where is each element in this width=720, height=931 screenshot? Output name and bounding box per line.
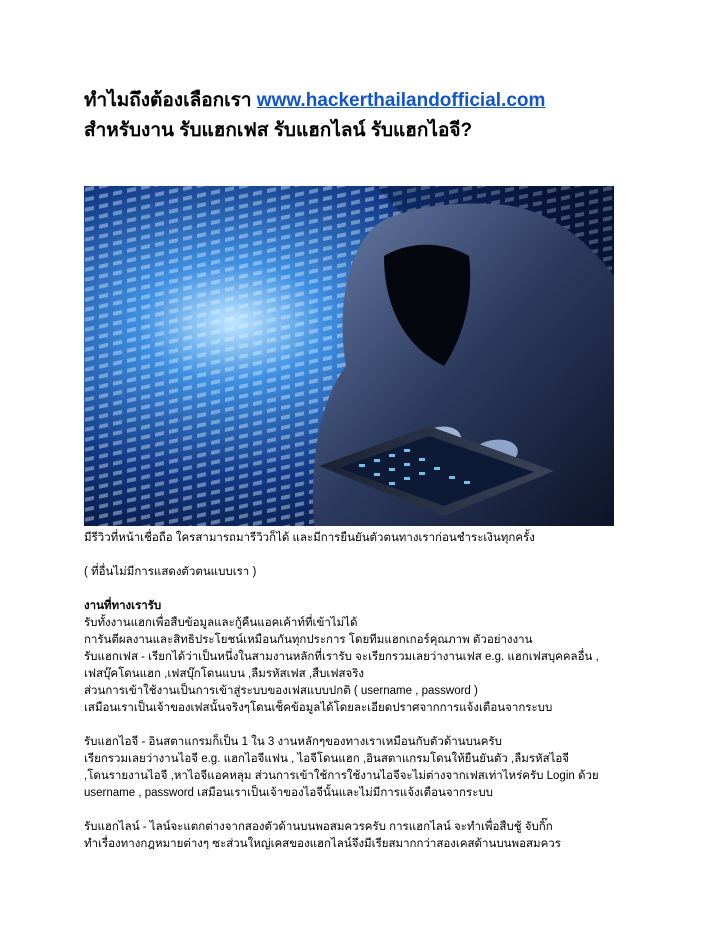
website-link[interactable]: www.hackerthailandofficial.com [256, 90, 546, 111]
body-line: รับแฮกเฟส - เรียกได้ว่าเป็นหนึ่งในสามงานหลักที่เรารับ จะเรียกรวมเลยว่างานเฟส e.g. แฮกเฟสบุคคลอื่น , [84, 651, 599, 663]
article-body [84, 530, 684, 853]
body-line: รับแฮกไลน์ - ไลน์จะแตกต่างจากสองตัวด้านบนพอสมควรครับ การแฮกไลน์ จะทำเพื่อสืบชู้ จับกิ๊ก [84, 821, 553, 833]
body-line: ทำเรื่องทางกฎหมายต่างๆ ซะส่วนใหญ่เคสของแฮกไลน์จึงมีเรียสมากกว่าสองเคสด้านบนพอสมควร [84, 838, 561, 850]
body-line: username , password เสมือนเราเป็นเจ้าของไอจีนั้นและไม่มีการแจ้งเตือนจากระบบ [84, 787, 493, 799]
hero-illustration [84, 186, 614, 526]
hooded-hacker-at-laptop-image [84, 186, 614, 526]
body-line: รับแฮกไอจี - อินสตาแกรมก็เป็น 1 ใน 3 งานหลักๆของทางเราเหมือนกับตัวด้านบนครับ [84, 736, 502, 748]
review-paragraph: มีรีวิวที่หน้าเชื่อถือ ใครสามารถมารีวิวก็ได้ และมีการยืนยันตัวตนทางเราก่อนชำระเงินทุกครั้ง [84, 532, 535, 544]
heading-line-2: สำหรับงาน รับแฮกเฟส รับแฮกไลน์ รับแฮกไอจี? [84, 120, 473, 141]
services-title: งานที่ทางเรารับ [84, 600, 162, 612]
body-line: เสมือนเราเป็นเจ้าของเฟสนั้นจริงๆโดนเช็คข้อมูลได้โดยละเอียดปราศจากการแจ้งเตือนจากระบบ [84, 702, 553, 714]
body-line: ส่วนการเข้าใช้งานเป็นการเข้าสู่ระบบของเฟสแบบปกติ ( username , password ) [84, 685, 478, 697]
heading-line-1 [84, 86, 704, 116]
heading-prefix: ทำไมถึงต้องเลือกเรา [84, 90, 252, 111]
page-heading [84, 86, 704, 146]
identity-note: ( ที่อื่นไม่มีการแสดงตัวตนแบบเรา ) [84, 566, 257, 578]
body-line: เรียกรวมเลยว่างานไอจี e.g. แฮกไอจีแฟน , ไอจีโดนแฮก ,อินสตาแกรมโดนให้ยืนยันตัว ,ลืมรหัสไอจี [84, 753, 570, 765]
body-line: รับทั้งงานแฮกเพื่อสืบข้อมูลและกู้คืนแอคเค้าท์ที่เข้าไม่ได้ [84, 617, 358, 629]
body-line: ,โดนรายงานไอจี ,หาไอจีแอคหลุม ส่วนการเข้าใช้การใช้งานไอจีจะไม่ต่างจากเฟสเท่าไหร่ครับ Login ด้วย [84, 770, 599, 782]
body-line: การันตีผลงานและสิทธิประโยชน์เหมือนกันทุกประการ โดยทีมแฮกเกอร์คุณภาพ ตัวอย่างงาน [84, 634, 533, 646]
body-line: เฟสบุ๊คโดนแฮก ,เฟสบุ๊กโดนแบน ,ลืมรหัสเฟส ,สืบเฟสจริง [84, 668, 365, 680]
